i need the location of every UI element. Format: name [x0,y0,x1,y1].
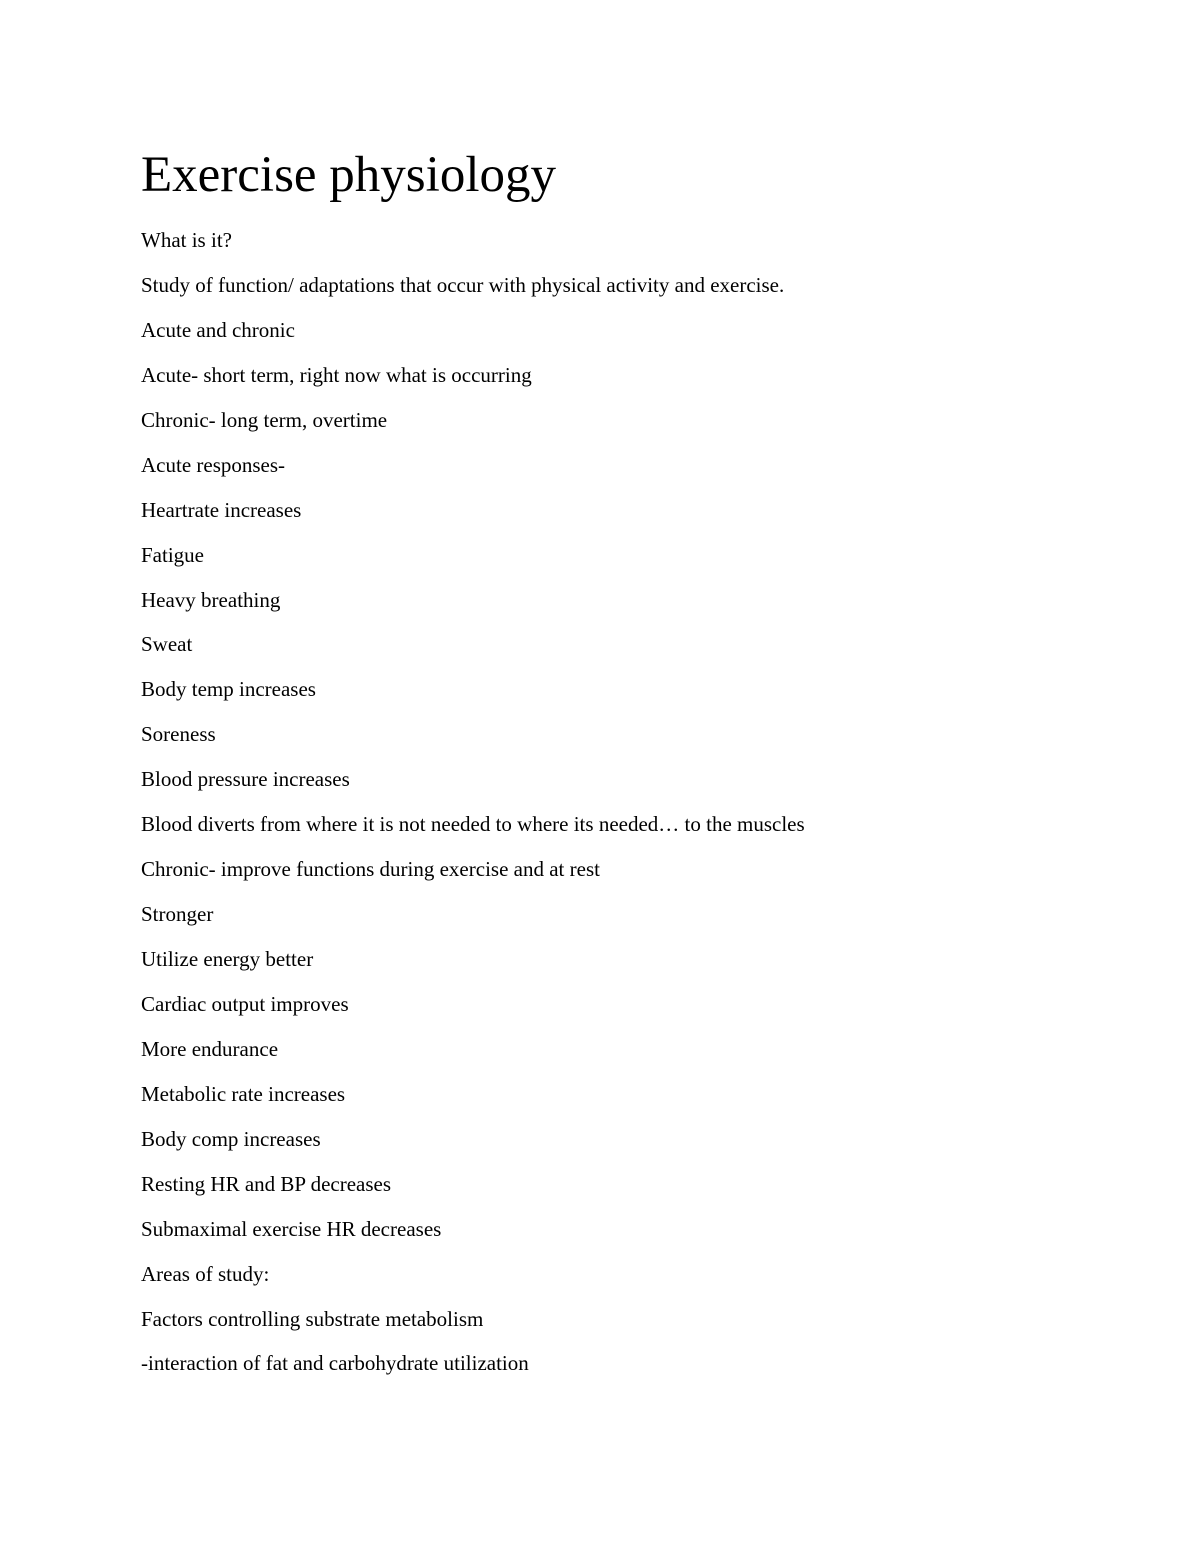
note-line: Heavy breathing [141,587,281,612]
note-line: Metabolic rate increases [141,1081,346,1106]
note-line: Sweat [141,632,193,657]
note-line: Chronic- improve functions during exercise and at rest [141,857,600,882]
note-line: Utilize energy better [141,947,314,971]
note-line: Body temp increases [141,677,316,702]
note-line: Chronic- long term, overtime [141,407,388,432]
notes-list [141,224,805,1392]
note-line: Resting HR and BP decreases [141,1171,392,1196]
note-line: Stronger [141,902,214,927]
note-line: Acute- short term, right now what is occurring [141,362,532,387]
note-line: Body comp increases [141,1126,321,1151]
note-line: Study of function/ adaptations that occur with physical activity and exercise. [141,272,785,297]
note-line: Acute responses- [141,452,286,477]
note-line: Heartrate increases [141,497,302,522]
note-line: Acute and chronic [141,317,295,342]
note-line: Blood pressure increases [141,767,350,792]
note-line: Submaximal exercise HR decreases [141,1216,442,1241]
note-line: Areas of study: [141,1261,270,1286]
note-line: Fatigue [141,542,204,567]
note-line: What is it? [141,228,232,252]
note-line: More endurance [141,1036,279,1061]
note-line: Cardiac output improves [141,991,349,1016]
note-line: -interaction of fat and carbohydrate utilization [141,1351,529,1376]
note-line: Soreness [141,722,216,747]
note-line: Factors controlling substrate metabolism [141,1306,484,1331]
page-title: Exercise physiology [141,147,556,203]
note-line: Blood diverts from where it is not needed to where its needed… to the muscles [141,812,805,837]
